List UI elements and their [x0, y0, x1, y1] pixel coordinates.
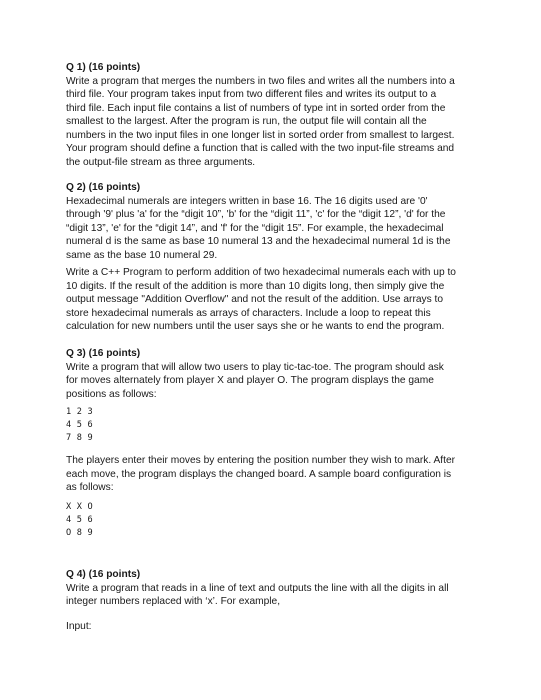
question-2-line: Write a C++ Program to perform addition of two hexadecimal numerals each with up to: [66, 267, 456, 278]
question-1-line: Write a program that merges the numbers in two files and writes all the numbers into a: [66, 75, 455, 87]
question-4-line: integer numbers replaced with ‘x’. For example,: [66, 596, 281, 607]
question-2-line: 10 digits. If the result of the addition is more than 10 digits long, then simply give the: [66, 280, 445, 292]
question-1-line: third file. Each input file contains a list of numbers of type int in sorted order from the: [66, 102, 446, 114]
board-row: 4 5 6: [66, 420, 93, 431]
question-1-line: Your program should define a function that is called with the two input-file streams and: [66, 143, 455, 154]
question-3-paragraph-2: [66, 454, 486, 495]
question-4: [66, 568, 486, 609]
question-2-line: store hexadecimal numerals as arrays of characters. Include a loop to repeat this: [66, 307, 431, 319]
question-2-line: same as the base 10 numeral 29.: [66, 249, 218, 261]
board-row: 7 8 9: [66, 433, 93, 444]
input-label: Input:: [66, 621, 92, 632]
question-2-line: “digit 13”, 'e' for the “digit 14”, and 'f' for the “digit 15”. For example, the hexadecimal: [66, 222, 444, 234]
question-1-line: third file. Your program takes input from two different files and writes its output to a: [66, 89, 437, 100]
question-3-line: as follows:: [66, 482, 114, 493]
question-1: [66, 61, 486, 169]
question-4-line: Write a program that reads in a line of text and outputs the line with all the digits in all: [66, 582, 449, 594]
question-1-line: the output-file stream as three arguments.: [66, 156, 256, 168]
question-3-line: each move, the program displays the changed board. A sample board configuration is: [66, 468, 452, 480]
board-sample: [66, 501, 486, 541]
question-2: [66, 181, 486, 262]
question-3-line: The players enter their moves by entering the position number they wish to mark. After: [66, 455, 456, 466]
board-positions: [66, 406, 486, 446]
question-3-line: Write a program that will allow two users to play tic-tac-toe. The program should ask: [66, 361, 444, 373]
board-row: 4 5 6: [66, 515, 93, 526]
question-1-line: smallest to the largest. After the program is run, the output file will contain all the: [66, 116, 427, 127]
question-2-line: through '9' plus 'a' for the “digit 10”, 'b' for the “digit 11”, 'c' for the “digit 12”, 'd' for the: [66, 209, 446, 220]
question-1-title: Q 1) (16 points): [66, 62, 141, 73]
question-2-line: Hexadecimal numerals are integers written in base 16. The 16 digits used are '0': [66, 195, 428, 207]
question-4-title: Q 4) (16 points): [66, 569, 141, 580]
board-row: X X O: [66, 502, 93, 512]
question-2-paragraph-2: [66, 266, 486, 334]
question-3-line: positions as follows:: [66, 388, 157, 400]
question-2-line: numeral d is the same as base 10 numeral 13 and the hexadecimal numeral 1d is the: [66, 236, 451, 247]
board-row: O 8 9: [66, 528, 93, 539]
question-2-title: Q 2) (16 points): [66, 182, 141, 193]
question-3: [66, 347, 486, 401]
question-2-line: calculation for new numbers until the user says she or he wants to end the program.: [66, 321, 445, 332]
question-2-line: output message "Addition Overflow" and not the result of the addition. Use arrays to: [66, 294, 444, 305]
question-3-title: Q 3) (16 points): [66, 348, 141, 359]
question-3-line: for moves alternately from player X and player O. The program displays the game: [66, 375, 434, 386]
input-label-block: [66, 620, 486, 634]
question-1-line: numbers in the two input files in one longer list in sorted order from smallest to largest.: [66, 129, 455, 141]
board-row: 1 2 3: [66, 407, 93, 417]
